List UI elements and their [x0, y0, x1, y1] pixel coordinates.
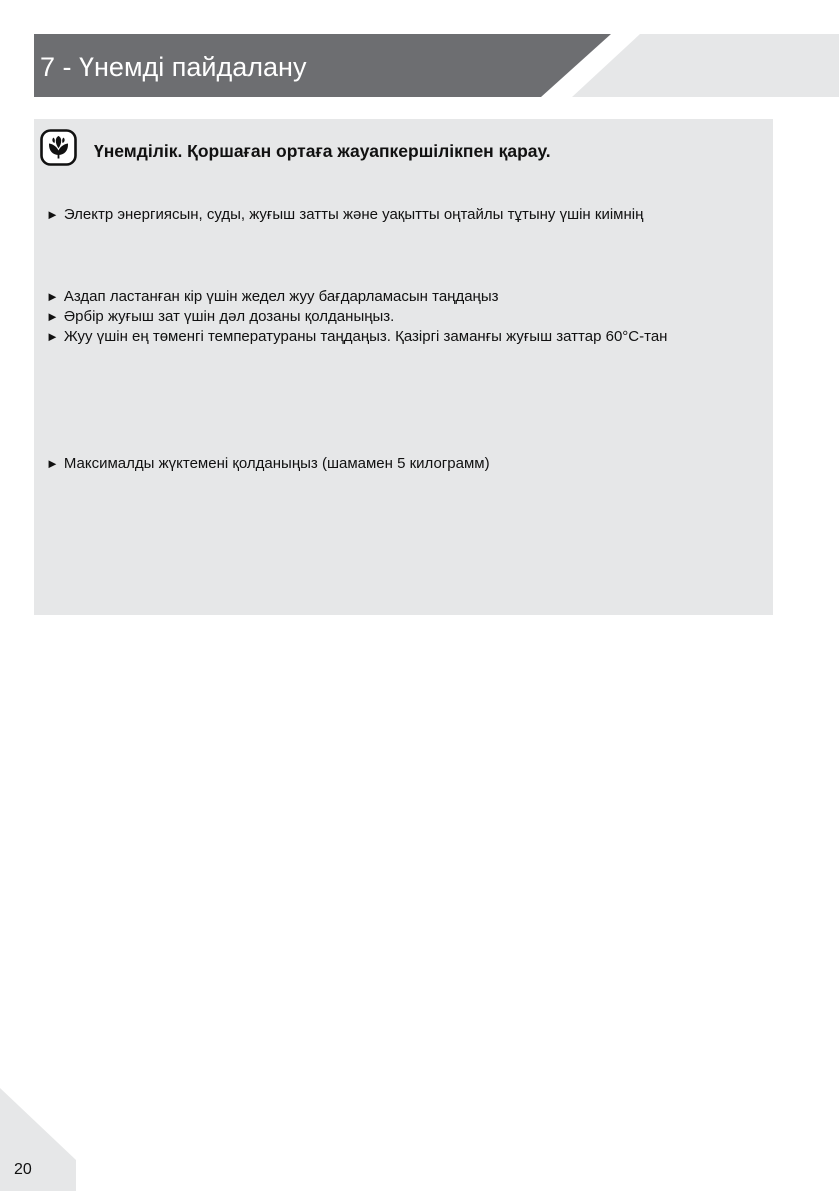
- bullet-item: [46, 455, 490, 473]
- bullet-item: [46, 328, 667, 346]
- bullet-arrow-icon: ►: [46, 309, 59, 324]
- bullet-item: [46, 308, 394, 326]
- bullet-arrow-icon: ►: [46, 456, 59, 471]
- info-panel: [34, 119, 773, 615]
- bullet-item: [46, 288, 499, 306]
- bullet-arrow-icon: ►: [46, 289, 59, 304]
- section-title: Үнемділік. Қоршаған ортаға жауапкершілікпен қарау.: [94, 141, 551, 161]
- bullet-text: Әрбір жуғыш зат үшін дәл дозаны қолданыңыз.: [63, 308, 395, 325]
- bullet-text: Электр энергиясын, суды, жуғыш затты және уақытты оңтайлы тұтыну үшін киімнің: [63, 206, 644, 223]
- bullet-item: [46, 206, 643, 224]
- page-title: 7 - Үнемді пайдалану: [40, 52, 307, 82]
- bullet-text: Максималды жүктемені қолданыңыз (шамамен 5 килограмм): [63, 455, 490, 472]
- bullet-arrow-icon: ►: [46, 329, 59, 344]
- page-number: 20: [14, 1161, 32, 1178]
- page-corner-shape: [0, 1088, 76, 1191]
- leaf-plant-icon: [40, 129, 77, 166]
- bullet-text: Жуу үшін ең төменгі температураны таңдаңыз. Қазіргі заманғы жуғыш заттар 60°С-тан: [63, 328, 668, 345]
- bullet-text: Аздап ластанған кір үшін жедел жуу бағдарламасын таңдаңыз: [63, 288, 499, 305]
- header-tab-shape: [572, 34, 839, 97]
- bullet-arrow-icon: ►: [46, 207, 59, 222]
